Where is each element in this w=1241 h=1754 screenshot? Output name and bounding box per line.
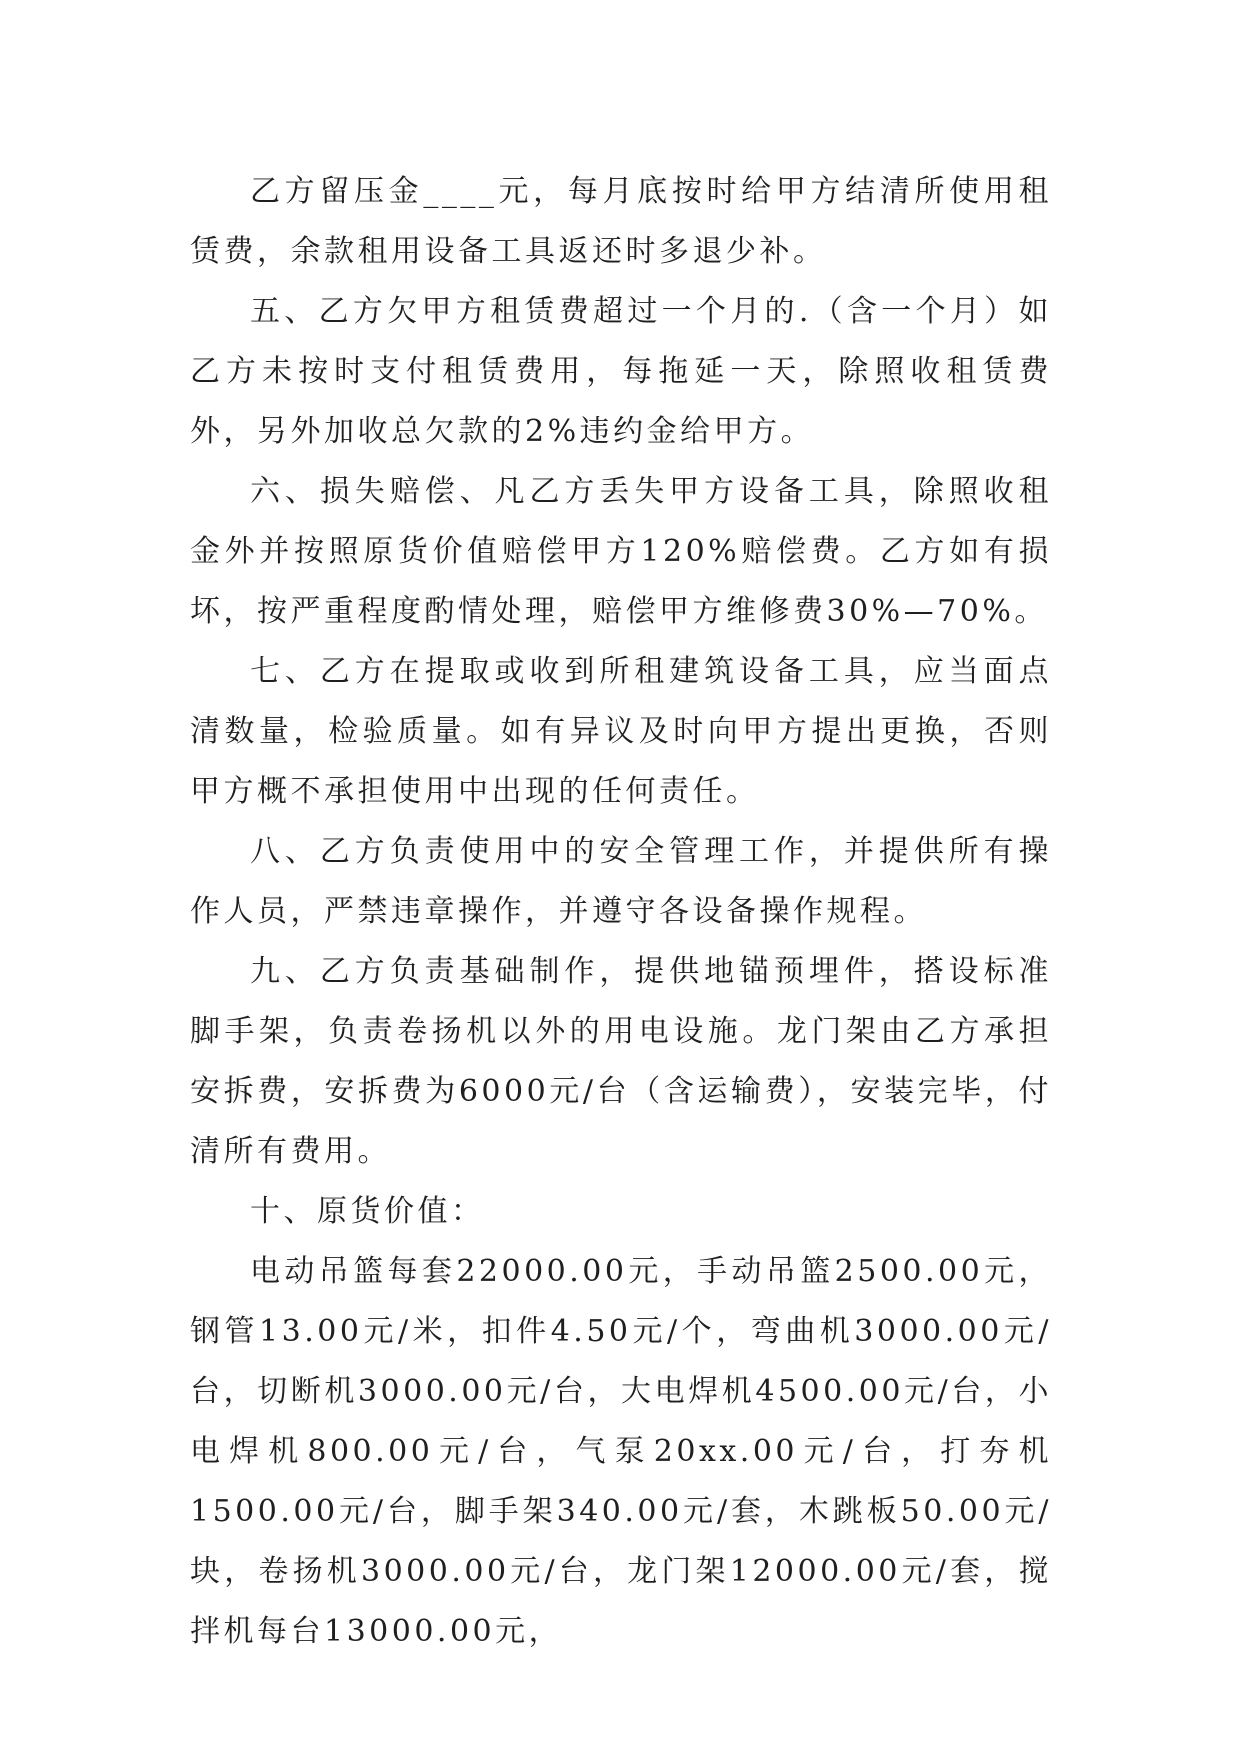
paragraph-clause-9: 九、乙方负责基础制作，提供地锚预埋件，搭设标准脚手架，负责卷扬机以外的用电设施。龙门架由乙方承担安拆费，安拆费为6000元/台（含运输费），安装完毕，付清所有费用。 [190, 954, 1052, 1169]
document-page [190, 162, 1052, 1662]
paragraph-deposit: 乙方留压金____元，每月底按时给甲方结清所使用租赁费，余款租用设备工具返还时多退少补。 [190, 174, 1052, 269]
paragraph-clause-6: 六、损失赔偿、凡乙方丢失甲方设备工具，除照收租金外并按照原货价值赔偿甲方120%赔偿费。乙方如有损坏，按严重程度酌情处理，赔偿甲方维修费30%—70%。 [190, 474, 1052, 629]
paragraph-clause-8: 八、乙方负责使用中的安全管理工作，并提供所有操作人员，严禁违章操作，并遵守各设备操作规程。 [190, 834, 1052, 929]
paragraph-clause-7: 七、乙方在提取或收到所租建筑设备工具，应当面点清数量，检验质量。如有异议及时向甲方提出更换，否则甲方概不承担使用中出现的任何责任。 [190, 654, 1052, 809]
paragraph-clause-10-heading: 十、原货价值： [250, 1194, 485, 1229]
paragraph-clause-5: 五、乙方欠甲方租赁费超过一个月的.（含一个月）如乙方未按时支付租赁费用，每拖延一天，除照收租赁费外，另外加收总欠款的2%违约金给甲方。 [190, 294, 1052, 449]
paragraph-original-values: 电动吊篮每套22000.00元，手动吊篮2500.00元，钢管13.00元/米，扣件4.50元/个，弯曲机3000.00元/台，切断机3000.00元/台，大电焊机4500.00元/台，小电焊机800.00元/台，气泵20xx.00元/台，打夯机1500.00元/台，脚手架340.00元/套，木跳板50.00元/块，卷扬机3000.00元/台，龙门架12000.00元/套，搅拌机每台13000.00元， [190, 1254, 1052, 1649]
